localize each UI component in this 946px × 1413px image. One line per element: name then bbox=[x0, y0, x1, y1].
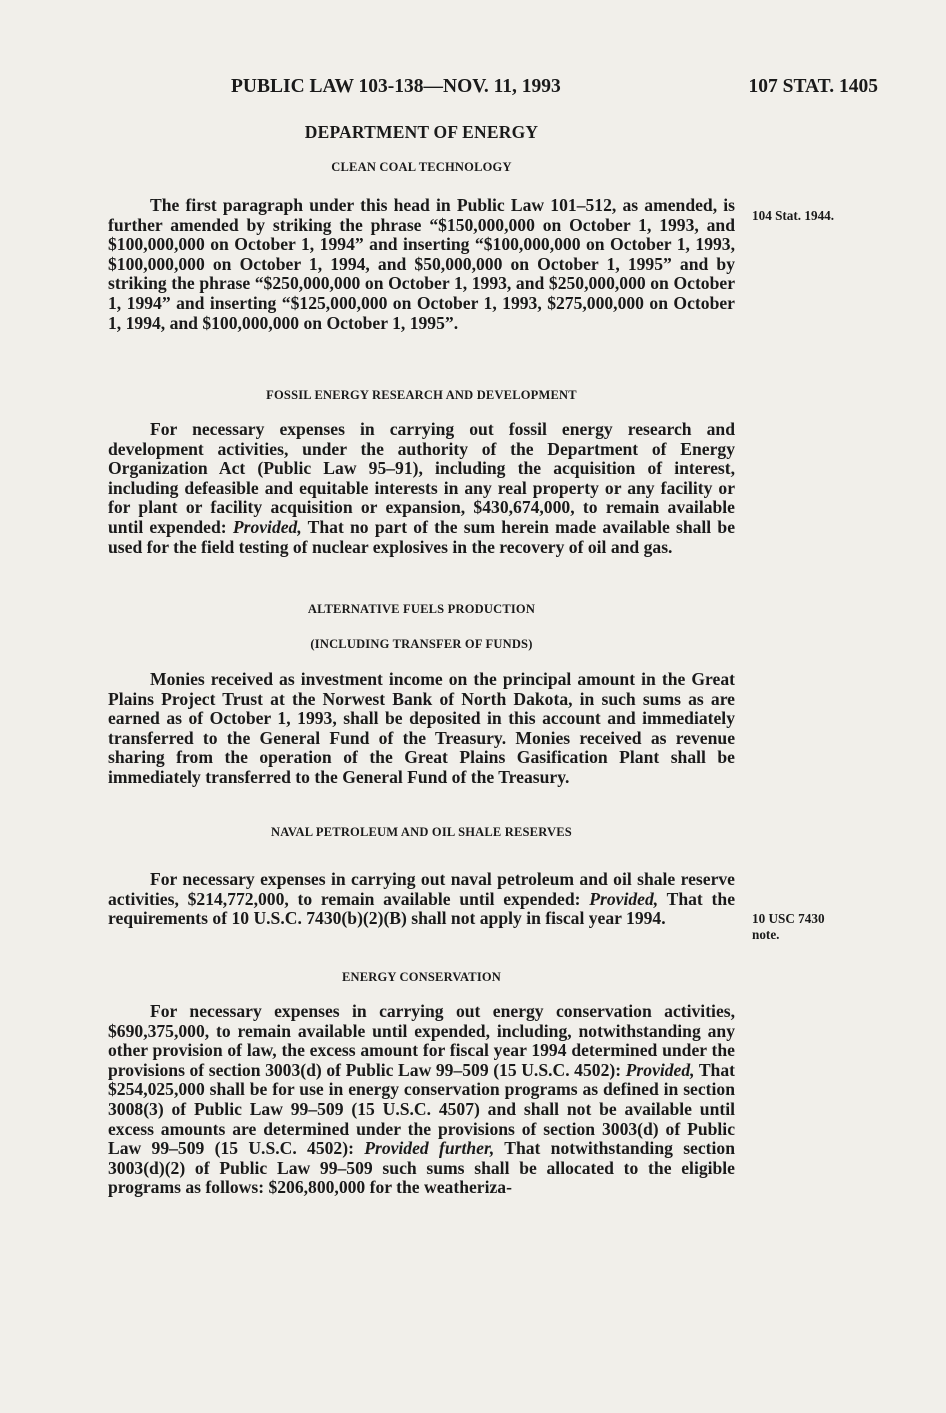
conservation-proviso-2: Provided further, bbox=[364, 1138, 495, 1159]
margin-note-usc bbox=[752, 911, 825, 943]
naval-petroleum-heading: NAVAL PETROLEUM AND OIL SHALE RESERVES bbox=[271, 825, 572, 839]
conservation-proviso-1: Provided, bbox=[625, 1059, 695, 1080]
clean-coal-paragraph: The first paragraph under this head in Public Law 101–512, as amended, is further amended by striking the phrase “$150,000,000 on October 1, 1993, and $100,000,000 on October 1, 1994” and inserting “$100,000,000 on October 1, 1993, $100,000,000 on October 1, 1994, and $50,000,000 on October 1, 1995” and by striking the phrase “$250,000,000 on October 1, 1993, and $250,000,000 on October 1, 1994” and inserting “$125,000,000 on October 1, 1993, $275,000,000 on October 1, 1994, and $100,000,000 on October 1, 1995”. bbox=[108, 195, 735, 333]
fossil-energy-heading: FOSSIL ENERGY RESEARCH AND DEVELOPMENT bbox=[266, 388, 577, 402]
alt-fuels-paragraph: Monies received as investment income on the principal amount in the Great Plains Project Trust at the Norwest Bank of North Dakota, in such sums as are earned as of October 1, 1993, shall be deposited in this account and immediately transferred to the General Fund of the Treasury. Monies received as revenue sharing from the operation of the Great Plains Gasification Plant shall be immediately transferred to the General Fund of the Treasury. bbox=[108, 669, 735, 787]
fossil-energy-paragraph bbox=[108, 420, 735, 557]
naval-text-b: That the requirements of 10 U.S.C. 7430(b)(2)(B) shall not apply in fiscal year 1994. bbox=[108, 888, 736, 929]
naval-proviso: Provided, bbox=[589, 888, 659, 909]
conservation-text-c: That notwithstanding section 3003(d)(2) of Public Law 99–509 such sums shall be allocated to the eligible programs as follows: $206,800,000 for the weatheriza- bbox=[108, 1138, 735, 1198]
naval-petroleum-paragraph bbox=[108, 870, 735, 929]
margin-note-usc-line1: 10 USC 7430 bbox=[752, 911, 825, 926]
energy-conservation-paragraph bbox=[108, 1002, 735, 1198]
fossil-text-a: For necessary expenses in carrying out fossil energy research and development activities, under the authority of the Department of Energy Organization Act (Public Law 95–91), including the acquisition of interest, including defeasible and equitable interests in any real property or any facility or for plant or facility acquisition or expansion, $430,674,000, to remain available until expended: bbox=[108, 419, 735, 537]
naval-petroleum-section bbox=[108, 870, 735, 929]
alt-fuels-heading: ALTERNATIVE FUELS PRODUCTION bbox=[307, 602, 536, 616]
conservation-text-a: For necessary expenses in carrying out energy conservation activities, $690,375,000, to remain available until expended, including, notwithstanding any other provision of law, the excess amount for fiscal year 1994 determined under the provisions of section 3003(d) of Public Law 99–509 (15 U.S.C. 4502): bbox=[108, 1001, 735, 1080]
fossil-proviso: Provided, bbox=[232, 516, 302, 537]
fossil-energy-section bbox=[108, 420, 735, 557]
naval-text-a: For necessary expenses in carrying out naval petroleum and oil shale reserve activities, $214,772,000, to remain available until expended: bbox=[108, 869, 735, 909]
margin-note-stat-ref: 104 Stat. 1944. bbox=[752, 208, 835, 223]
transfer-of-funds-subheading: (INCLUDING TRANSFER OF FUNDS) bbox=[310, 637, 533, 651]
page-header bbox=[108, 76, 878, 106]
energy-conservation-heading: ENERGY CONSERVATION bbox=[341, 970, 502, 984]
fossil-text-b: That no part of the sum herein made available shall be used for the field testing of nuclear explosives in the recovery of oil and gas. bbox=[108, 516, 735, 557]
law-title: PUBLIC LAW 103-138—NOV. 11, 1993 bbox=[231, 76, 561, 97]
clean-coal-section bbox=[108, 196, 735, 333]
clean-coal-heading: CLEAN COAL TECHNOLOGY bbox=[331, 160, 512, 174]
energy-conservation-section bbox=[108, 1002, 735, 1198]
conservation-text-b: That $254,025,000 shall be for use in energy conservation programs as defined in section 3008(3) of Public Law 99–509 (15 U.S.C. 4507) and shall not be available until excess amounts are determined under the provisions of section 3003(d) of Public Law 99–509 (15 U.S.C. 4502): bbox=[108, 1059, 735, 1159]
department-heading: DEPARTMENT OF ENERGY bbox=[304, 122, 539, 142]
margin-note-usc-line2: note. bbox=[752, 927, 780, 942]
alt-fuels-section bbox=[108, 670, 735, 788]
statute-page-number: 107 STAT. 1405 bbox=[748, 76, 878, 97]
